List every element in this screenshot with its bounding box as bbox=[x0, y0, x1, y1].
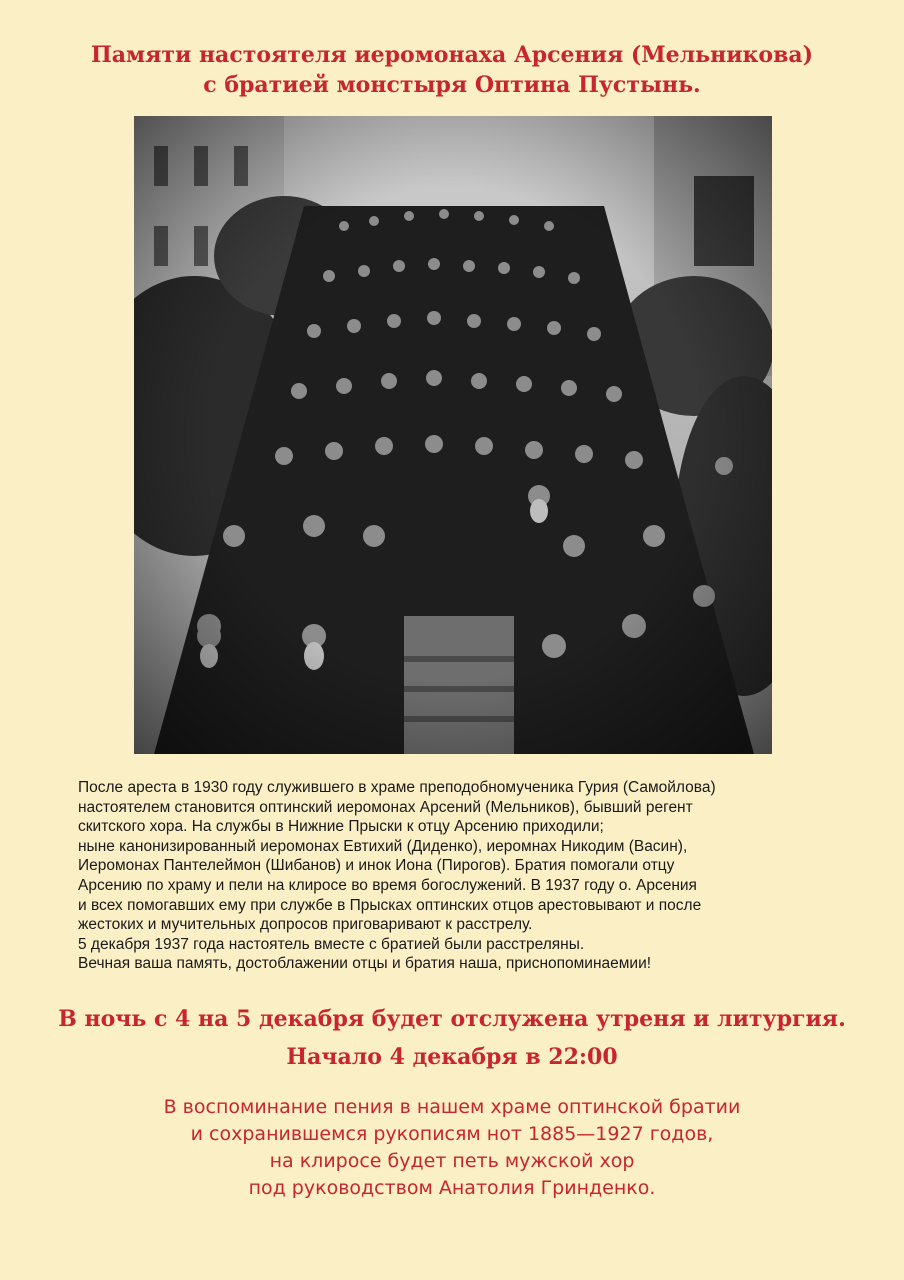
history-line: После ареста в 1930 году служившего в храме преподобномученика Гурия (Самойлова) bbox=[78, 779, 716, 796]
title-line-1: Памяти настоятеля иеромонаха Арсения (Мельникова) bbox=[90, 42, 814, 68]
choir-line: В воспоминание пения в нашем храме оптинской братии bbox=[163, 1096, 741, 1118]
service-announcement: В ночь с 4 на 5 декабря будет отслужена утреня и литургия. bbox=[58, 1006, 846, 1032]
history-line: жестоких и мучительных допросов приговаривают к расстрелу. bbox=[78, 916, 533, 934]
history-line: ныне канонизированный иеромонах Евтихий (Диденко), иеромнах Никодим (Васин), bbox=[78, 837, 688, 855]
choir-line: и сохранившемся рукописям нот 1885—1927 годов, bbox=[190, 1123, 714, 1145]
choir-note bbox=[0, 1094, 904, 1202]
title-line-2: с братией монстыря Оптина Пустынь. bbox=[203, 72, 701, 98]
history-line: и всех помогавших ему при службе в Прысках оптинских отцов арестовывают и после bbox=[78, 896, 702, 914]
history-paragraph bbox=[78, 778, 858, 974]
history-line: Вечная ваша память, достоблажении отцы и братия наша, приснопоминаемии! bbox=[78, 955, 652, 973]
history-line: настоятелем становится оптинский иеромонах Арсений (Мельников), бывший регент bbox=[78, 798, 693, 816]
choir-line: под руководством Анатолия Гринденко. bbox=[248, 1177, 656, 1199]
service-start-time: Начало 4 декабря в 22:00 bbox=[286, 1044, 618, 1070]
history-line: скитского хора. На службы в Нижние Прыски к отцу Арсению приходили; bbox=[78, 818, 604, 836]
history-line: Иеромонах Пантелеймон (Шибанов) и инок Иона (Пирогов). Братия помогали отцу bbox=[78, 857, 675, 875]
monks-group-photo-image bbox=[134, 116, 772, 754]
history-line: Арсению по храму и пели на клиросе во время богослужений. В 1937 году о. Арсения bbox=[78, 876, 697, 894]
history-line: 5 декабря 1937 года настоятель вместе с братией были расстреляны. bbox=[78, 935, 585, 953]
historical-photo bbox=[134, 116, 772, 754]
page-title bbox=[0, 40, 904, 100]
choir-line: на клиросе будет петь мужской хор bbox=[269, 1150, 635, 1172]
